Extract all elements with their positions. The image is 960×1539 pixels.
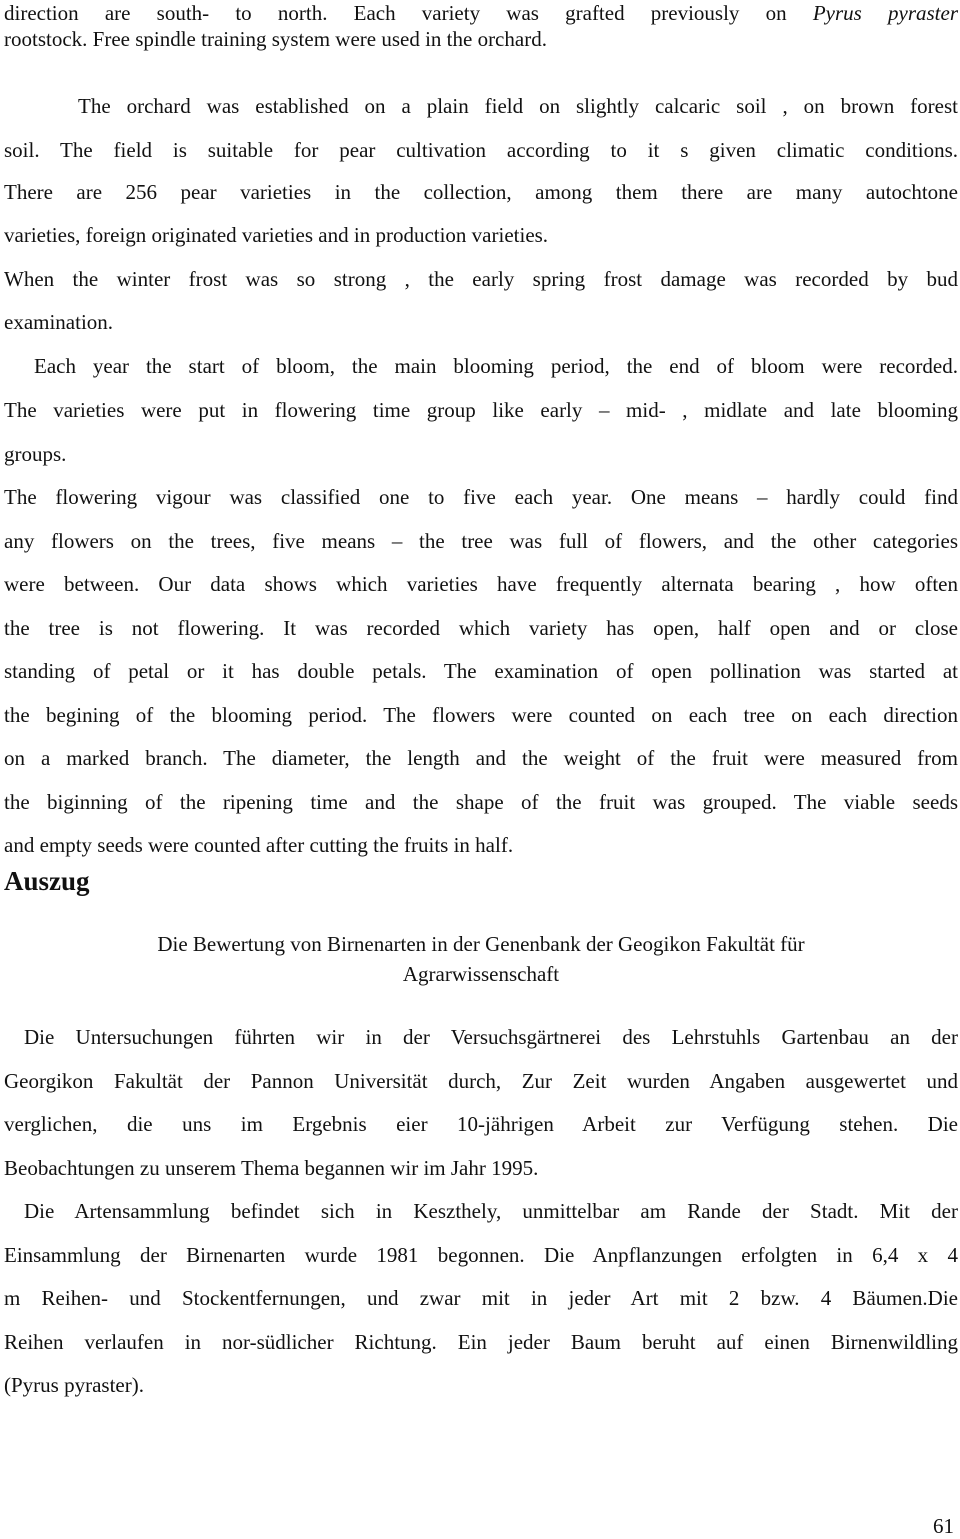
text-line: m Reihen- und Stockentfernungen, und zwar mit in jeder Art mit 2 bzw. 4 Bäumen.Die xyxy=(4,1286,958,1310)
german-title-line: Agrarwissenschaft xyxy=(402,962,560,986)
text-line: The varieties were put in flowering time group like early – mid- , midlate and late blooming xyxy=(4,398,958,422)
document-page xyxy=(4,0,958,1537)
german-title-line: Die Bewertung von Birnenarten in der Genenbank der Geogikon Fakultät für xyxy=(157,932,805,956)
text-line: Each year the start of bloom, the main blooming period, the end of bloom were recorded. xyxy=(34,354,958,378)
text-line: varieties, foreign originated varieties and in production varieties. xyxy=(4,223,549,247)
section-heading: Auszug xyxy=(4,866,90,896)
text-line: groups. xyxy=(4,442,67,466)
german-paragraph-investigation xyxy=(4,1016,958,1190)
text-line: were between. Our data shows which varieties have frequently alternata bearing , how often xyxy=(4,572,958,596)
text-line: The orchard was established on a plain field on slightly calcaric soil , on brown forest xyxy=(78,94,958,118)
text-line: any flowers on the trees, five means – the tree was full of flowers, and the other categories xyxy=(4,528,958,553)
text-line: Reihen verlaufen in nor-südlicher Richtung. Ein jeder Baum beruht auf einen Birnenwildling xyxy=(4,1329,958,1354)
text-line: Einsammlung der Birnenarten wurde 1981 begonnen. Die Anpflanzungen erfolgten in 6,4 x 4 xyxy=(4,1242,958,1267)
text-line: Die Artensammlung befindet sich in Keszthely, unmittelbar am Rande der Stadt. Mit der xyxy=(24,1199,958,1223)
text-line: examination. xyxy=(4,310,114,334)
english-paragraph-vigour xyxy=(4,476,958,868)
german-paragraph-collection xyxy=(4,1190,958,1408)
text-line: and empty seeds were counted after cutting the fruits in half. xyxy=(4,833,514,857)
text-line: the begining of the blooming period. The flowers were counted on each tree on each direction xyxy=(4,702,958,727)
text-line: on a marked branch. The diameter, the length and the weight of the fruit were measured from xyxy=(4,746,958,770)
text-line: the tree is not flowering. It was recorded which variety has open, half open and or close xyxy=(4,615,958,640)
german-title xyxy=(4,929,958,989)
page-number: 61 xyxy=(933,1514,954,1538)
text-line: rootstock. Free spindle training system were used in the orchard. xyxy=(4,27,547,51)
text-line: (Pyrus pyraster). xyxy=(4,1373,144,1397)
english-paragraph-bloom xyxy=(4,344,958,476)
english-paragraph-varieties xyxy=(4,171,958,257)
text-line: soil. The field is suitable for pear cultivation according to it s given climatic conditions. xyxy=(4,138,958,162)
text-line: verglichen, die uns im Ergebnis eier 10-jährigen Arbeit zur Verfügung stehen. Die xyxy=(4,1112,958,1136)
species-name: Pyrus pyraster xyxy=(812,1,958,25)
text-line: The flowering vigour was classified one to five each year. One means – hardly could find xyxy=(4,485,958,509)
text-line: There are 256 pear varieties in the collection, among them there are many autochtone xyxy=(4,180,958,204)
text-line: direction are south- to north. Each variety was grafted previously on Pyrus pyraster xyxy=(4,1,958,25)
text-line: the biginning of the ripening time and the shape of the fruit was grouped. The viable seeds xyxy=(4,789,958,814)
english-intro-paragraph xyxy=(4,0,958,52)
text-line: Die Untersuchungen führten wir in der Versuchsgärtnerei des Lehrstuhls Gartenbau an der xyxy=(24,1025,958,1049)
english-paragraph-orchard xyxy=(4,84,958,172)
text-line: When the winter frost was so strong , the early spring frost damage was recorded by bud xyxy=(4,267,958,291)
text-line: Georgikon Fakultät der Pannon Universität durch, Zur Zeit wurden Angaben ausgewertet und xyxy=(4,1068,958,1093)
english-paragraph-frost xyxy=(4,258,958,344)
text-line: Beobachtungen zu unserem Thema begannen wir im Jahr 1995. xyxy=(4,1155,539,1180)
text-line: standing of petal or it has double petals. The examination of open pollination was started at xyxy=(4,659,958,683)
